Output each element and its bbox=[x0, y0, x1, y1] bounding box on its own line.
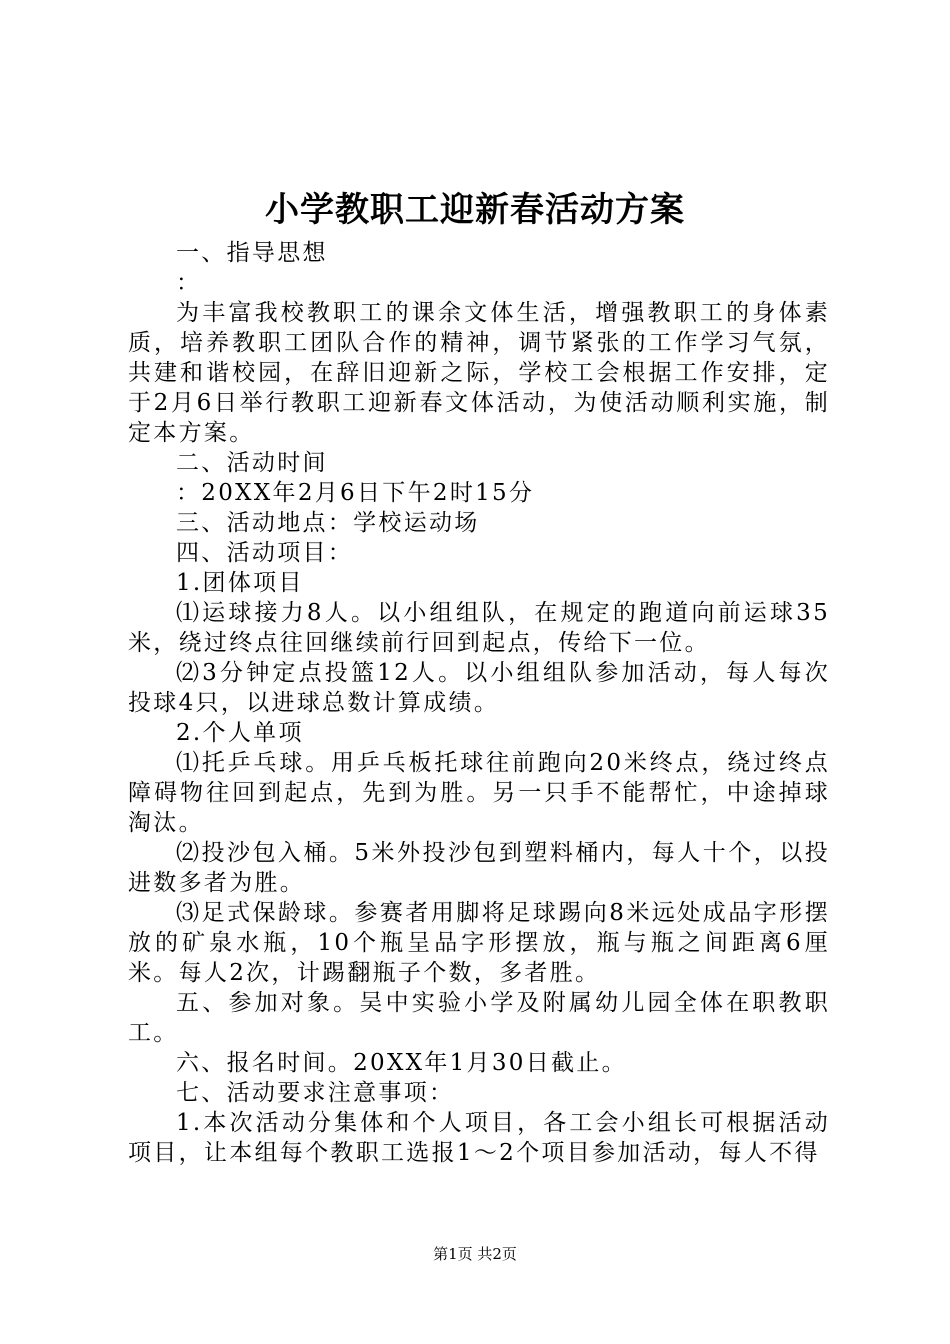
section-heading: 一、指导思想 bbox=[176, 240, 328, 266]
sub-heading: 2.个人单项 bbox=[176, 720, 304, 746]
document-title: 小学教职工迎新春活动方案 bbox=[265, 190, 685, 230]
paragraph: ⑴运球接力8人。以小组组队，在规定的跑道向前运球35米，绕过终点往回继续前行回到起点，传给下一位。 bbox=[128, 600, 830, 656]
section-heading: 七、活动要求注意事项： bbox=[176, 1080, 455, 1106]
document-body bbox=[128, 238, 830, 1168]
paragraph: ⑵3分钟定点投篮12人。以小组组队参加活动，每人每次投球4只，以进球总数计算成绩。 bbox=[128, 660, 830, 716]
paragraph: ⑴托乒乓球。用乒乓板托球往前跑向20米终点，绕过终点障碍物往回到起点，先到为胜。另一只手不能帮忙，中途掉球淘汰。 bbox=[128, 750, 830, 836]
page-footer: 第1页 共2页 bbox=[433, 1245, 517, 1263]
paragraph: ⑶足式保龄球。参赛者用脚将足球踢向8米远处成品字形摆放的矿泉水瓶，10个瓶呈品字形摆放，瓶与瓶之间距离6厘米。每人2次，计踢翻瓶子个数，多者胜。 bbox=[128, 900, 830, 986]
paragraph: ：20XX年2月6日下午2时15分 bbox=[176, 480, 535, 506]
paragraph: 为丰富我校教职工的课余文体生活，增强教职工的身体素质，培养教职工团队合作的精神，调节紧张的工作学习气氛，共建和谐校园，在辞旧迎新之际，学校工会根据工作安排，定于2月6日举行教职工迎新春文体活动，为使活动顺利实施，制定本方案。 bbox=[128, 300, 830, 446]
paragraph: 六、报名时间。20XX年1月30日截止。 bbox=[176, 1050, 627, 1076]
paragraph: 五、参加对象。吴中实验小学及附属幼儿园全体在职教职工。 bbox=[128, 990, 830, 1046]
section-heading: 二、活动时间 bbox=[176, 450, 328, 476]
section-heading: 三、活动地点：学校运动场 bbox=[176, 510, 480, 536]
paragraph: ⑵投沙包入桶。5米外投沙包到塑料桶内，每人十个，以投进数多者为胜。 bbox=[128, 840, 830, 896]
section-heading: 四、活动项目： bbox=[176, 540, 354, 566]
sub-heading: 1.团体项目 bbox=[176, 570, 304, 596]
paragraph: ： bbox=[176, 270, 202, 296]
paragraph: 1.本次活动分集体和个人项目，各工会小组长可根据活动项目，让本组每个教职工选报1～2个项目参加活动，每人不得 bbox=[128, 1110, 830, 1166]
